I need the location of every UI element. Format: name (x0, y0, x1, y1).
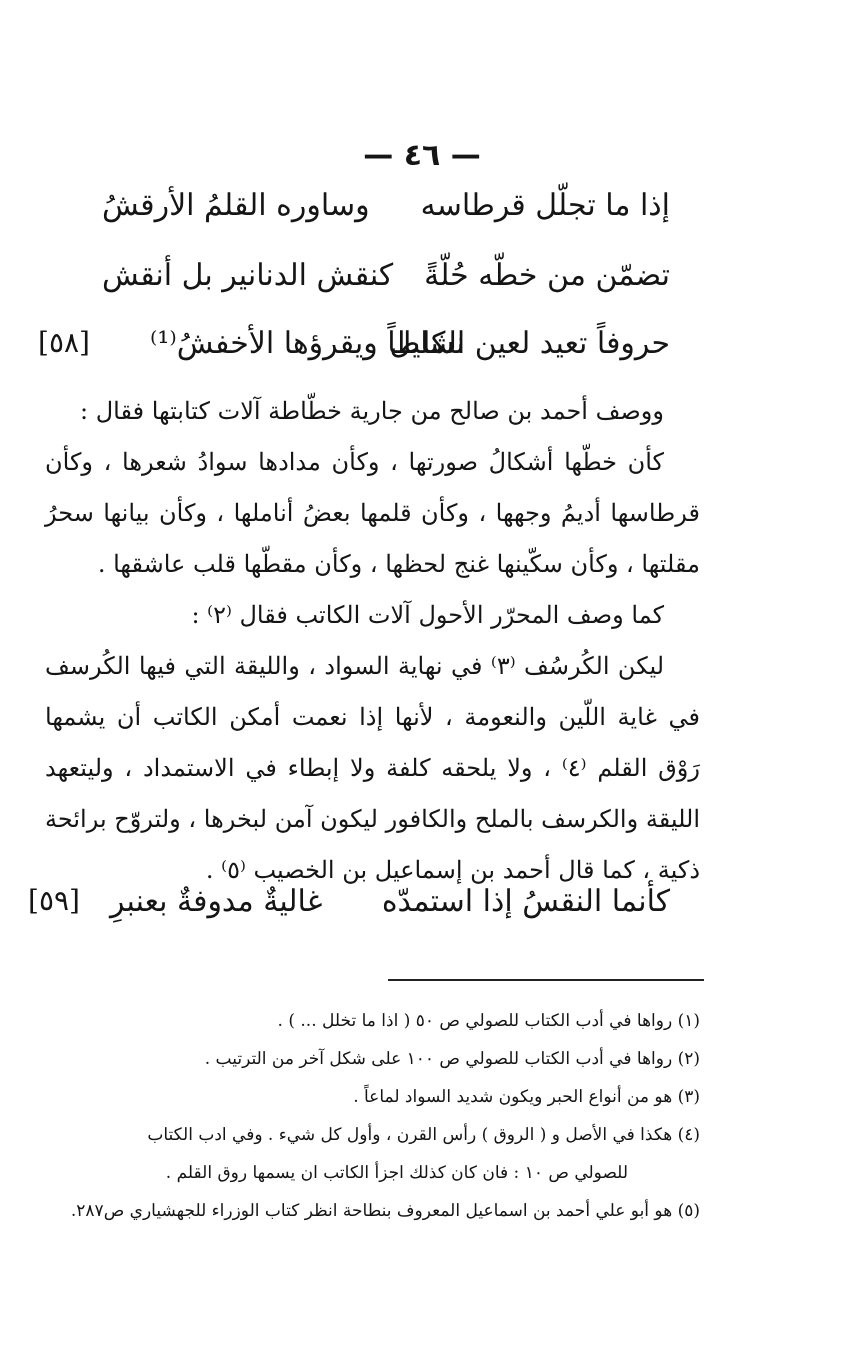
paragraph: ليكن الكُرسُف ⁽٣⁾ في نهاية السواد ، والليقة التي فيها الكُرسف في غاية اللّين والنعومة ، لأنها إذا نعمت أمكن الكاتب أن يشمها رَوْق القلم ⁽٤⁾ ، ولا يلحقه كلفة ولا إبطاء في الاستمداد ، وليتعهد الليقة والكرسف بالملح والكافور ليكون آمن لبخرها ، ولتروّح برائحة ذكية ، كما قال أحمد بن إسماعيل بن الخصيب ⁽٥⁾ . (45, 652, 701, 884)
footnote-divider (388, 979, 704, 981)
verse-first-hemistich: كأنما النقسُ إذا استمدّه (381, 884, 670, 919)
main-text (45, 386, 700, 896)
verse-second-hemistich: وساوره القلمُ الأرقشُ (102, 188, 370, 223)
verse-line (38, 326, 670, 374)
verse-first-hemistich: إذا ما تجلّل قرطاسه (420, 188, 670, 223)
footnote: (٢) رواها في أدب الكتاب للصولي ص ١٠٠ على شكل آخر من الترتيب . (204, 1049, 700, 1069)
footnote: (٤) هكذا في الأصل و ( الروق ) رأس القرن ، وأول كل شيء . وفي ادب الكتاب (147, 1125, 700, 1145)
verse-first-hemistich: تضمّن من خطّه حُلّةً (424, 258, 670, 293)
verse-first-hemistich: حروفاً تعيد لعين الكليل (389, 326, 670, 361)
paragraph: ووصف أحمد بن صالح من جارية خطّاطة آلات كتابتها فقال : (79, 397, 664, 425)
verse-number: [٥٨] (38, 326, 90, 359)
footnote: (١) رواها في أدب الكتاب للصولي ص ٥٠ ( اذا ما تخلل ... ) . (277, 1011, 700, 1031)
verse-second-hemistich: نشاطاً ويقرؤها الأخفشُ⁽¹⁾ (150, 326, 465, 361)
paragraph: كما وصف المحرّر الأحول آلات الكاتب فقال ⁽٢⁾ : (191, 601, 664, 629)
footnote: (٣) هو من أنواع الحبر ويكون شديد السواد لماعاً . (353, 1087, 700, 1107)
verse-second-hemistich: كنقش الدنانير بل أنقش (102, 258, 394, 293)
verse-line (28, 884, 670, 932)
verse-second-hemistich: غاليةٌ مدوفةٌ بعنبرِ (110, 884, 323, 919)
verse-line (50, 188, 670, 236)
paragraph: كأن خطّها أشكالُ صورتها ، وكأن مدادها سوادُ شعرها ، وكأن قرطاسها أديمُ وجهها ، وكأن قلمها بعضُ أناملها ، وكأن بيانها سحرُ مقلتها ، وكأن سكّينها غنج لحظها ، وكأن مقطّها قلب عاشقها . (45, 448, 700, 578)
verse-number: [٥٩] (28, 884, 80, 917)
verse-line (50, 258, 670, 306)
page-number: — ٤٦ — (363, 138, 481, 173)
footnotes (40, 1002, 700, 1230)
footnote-continuation: للصولي ص ١٠ : فان كان كذلك اجزأ الكاتب ان يسمها روق القلم . (165, 1163, 628, 1183)
footnote: (٥) هو أبو علي أحمد بن اسماعيل المعروف بنطاحة انظر كتاب الوزراء للجهشياري ص٢٨٧. (70, 1201, 700, 1221)
